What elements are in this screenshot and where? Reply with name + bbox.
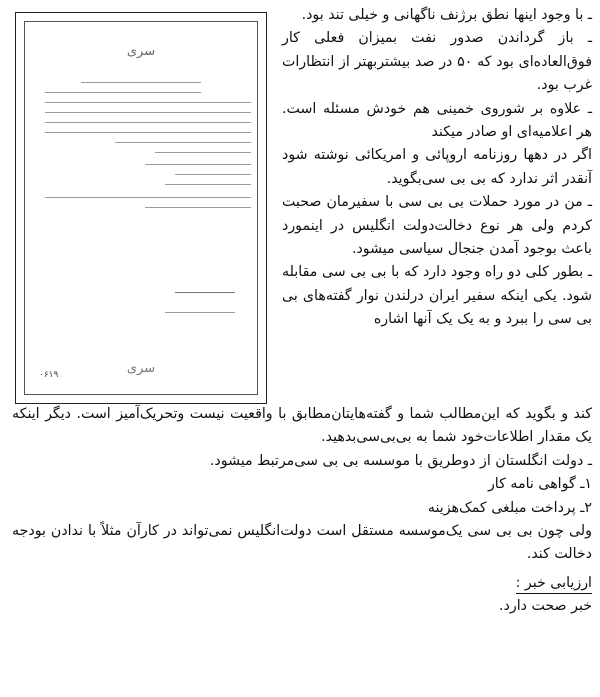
scanned-document-border (24, 21, 258, 395)
list-item: ۱ـ گواهی نامه کار (487, 476, 592, 493)
paragraph: ـ دولت انگلستان از دوطریق با موسسه بی بی سی‌مرتبط میشود. (209, 452, 592, 469)
paragraph: ـ بطور کلی دو راه وجود دارد که با بی بی سی مقابله شود. یکی اینکه سفیر ایران درلندن نوار گفته‌های بی بی سی را ببرد و به یک یک آنها اشاره (282, 264, 592, 328)
paragraph: ـ با وجود اینها نطق برژنف ناگهانی و خیلی تند بود. (301, 7, 592, 23)
scan-classification-footer: سری (126, 361, 156, 376)
article-right-column (282, 4, 592, 332)
paragraph: اگر در دهها روزنامه اروپائی و امریکائی نوشته شود آنقدر اثر ندارد که بی بی سی‌بگوید. (282, 147, 592, 187)
scan-document-number: ۰۶۱۹ (39, 370, 59, 380)
paragraph: ولی چون بی بی سی یک‌موسسه مستقل است دولت‌انگلیس نمی‌تواند در کارآن مثلاً با ندادن بودجه دخالت کند. (12, 523, 592, 563)
paragraph: کند و بگوید که این‌مطالب شما و گفته‌هایتان‌مطابق با واقعیت نیست وتحریک‌آمیز است. دیگر اینکه یک مقدار اطلاعات‌خود شما به بی‌بی‌سی‌بدهید. (12, 406, 592, 446)
paragraph: ـ علاوه بر شوروی خمینی هم خودش مسئله است. هر اعلامیه‌ای او صادر میکند (282, 100, 592, 141)
scanned-document-image (15, 12, 267, 404)
evaluation-label: ارزیابی خبر : (516, 573, 592, 594)
evaluation-result: خبر صحت دارد. (499, 598, 592, 615)
scan-classification-header: سری (126, 44, 156, 59)
paragraph: ـ باز گرداندن صدور نفت بمیزان فعلی کار فوق‌العاده‌ای بود که ۵۰ در صد بیشتربهتر از انتظارات غرب بود. (282, 30, 592, 94)
list-item: ۲ـ پرداخت مبلغی کمک‌هزینه (427, 499, 592, 516)
paragraph: ـ من در مورد حملات بی بی سی با سفیرمان صحبت کردم ولی هر نوع دخالت‌دولت انگلیس در اینمورد باعث بوجود آمدن جنجال سیاسی میشود. (282, 194, 592, 258)
article-full-width (12, 403, 592, 619)
